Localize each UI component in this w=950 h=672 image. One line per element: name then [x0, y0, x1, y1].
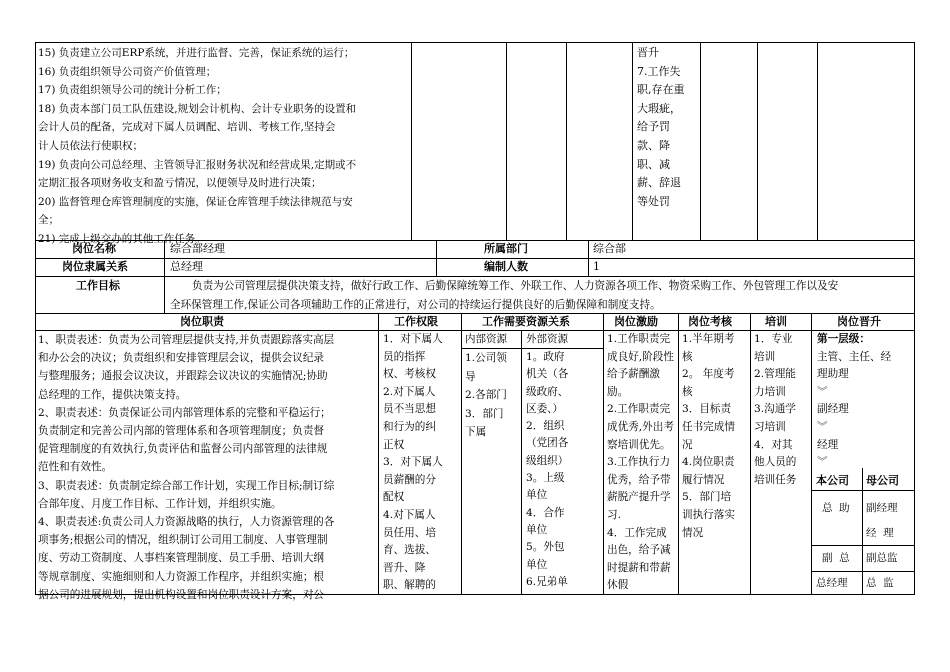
header-authority: 工作权限 — [394, 315, 438, 328]
text-line: 1．对下属人 — [383, 333, 443, 345]
promotion-level-1: 第一层级： — [817, 333, 870, 345]
text-line: 晋升 — [637, 46, 659, 59]
text-line: 习. — [607, 508, 621, 521]
headcount-value: 1 — [593, 260, 600, 273]
text-line: 与整理服务；通报会议决议，并跟踪会议决议的实施情况;协助 — [38, 370, 328, 383]
text-line: 4、职责表述:负责公司人力资源战略的执行，人力资源管理的各 — [38, 516, 335, 529]
text-line: 单位 — [526, 523, 548, 536]
text-line: （党团各 — [526, 437, 569, 450]
text-line: 6.兄弟单 — [526, 575, 568, 588]
text-line: 据公司的进展规划，提出机构设置和岗位职责设计方案，对公 — [38, 588, 325, 601]
text-line: 机关（各 — [526, 368, 569, 381]
text-line: 负责为公司管理层提供决策支持，做好行政工作、后勤保障统筹工作、外联工作、人力资源各项工作、物资采购工作、外包管理工作以及安 — [192, 280, 839, 292]
text-line: 款、降 — [637, 138, 670, 152]
text-line: 核 — [682, 350, 693, 363]
text-line: 优秀，给予带 — [607, 473, 671, 486]
text-line: 3.工作执行力 — [607, 456, 671, 469]
text-line: 3．部门 — [465, 407, 504, 420]
list-item: 19) 负责向公司总经理、主管领导汇报财务状况和经营成果,定期或不 — [38, 158, 357, 171]
text-line: 3。上级 — [526, 472, 565, 485]
text-line: 培训 — [754, 350, 776, 363]
text-line: 范性和有效性。 — [38, 461, 113, 474]
text-line: 员的指挥 — [383, 350, 426, 363]
promotion-step: 副经理 — [817, 403, 849, 416]
report-label: 岗位隶属关系 — [62, 260, 128, 273]
text-line: 4.对下属人 — [383, 508, 436, 521]
text-line: 4．工作完成 — [607, 526, 667, 539]
subheader-external: 外部资源 — [526, 333, 568, 345]
header-resources: 工作需要资源关系 — [482, 315, 570, 328]
header-incentive: 岗位激励 — [614, 315, 658, 328]
text-line: 任书完成情 — [682, 420, 735, 433]
dept-value: 综合部 — [593, 242, 626, 255]
authority-cell — [383, 331, 443, 595]
text-line: 单位 — [526, 558, 548, 571]
text-line: 1。政府 — [526, 351, 565, 363]
text-line: 配权 — [383, 491, 405, 504]
text-line: 察培训优先。 — [607, 438, 671, 451]
text-line: 成良好,阶段性 — [607, 350, 674, 363]
text-line: 核 — [682, 385, 693, 398]
list-item: 17) 负责组织领导公司的统计分析工作； — [38, 84, 227, 97]
goal-text — [170, 277, 838, 314]
header-promotion: 岗位晋升 — [837, 315, 881, 328]
text-line: 职、解聘的 — [383, 579, 436, 592]
list-item: 会计人员的配备，完成对下属人员调配、培训、考核工作,坚持会 — [38, 121, 336, 134]
text-line: 3、职责表述：负责制定综合部工作计划，实现工作目标;制订综 — [38, 479, 335, 492]
promotion-row: 总经理 — [816, 577, 848, 589]
list-item: 15) 负责建立公司ERP系统，并进行监督、完善，保证系统的运行； — [38, 47, 355, 59]
text-line: 区委、） — [526, 402, 564, 415]
list-item: 16) 负责组织领导公司资产价值管理； — [38, 65, 217, 78]
text-line: 2.工作职责完 — [607, 403, 671, 416]
text-line: 晋升、降 — [383, 561, 426, 574]
text-line: 1、职责表述：负责为公司管理层提供支持,并负责跟踪落实高层 — [38, 334, 335, 346]
promotion-row: 总 助 — [822, 502, 850, 514]
text-line: 出色，给予减 — [607, 544, 671, 557]
text-line: 2.各部门 — [465, 389, 507, 402]
text-line: 级政府、 — [526, 385, 569, 398]
text-line: 和行为的纠 — [383, 420, 436, 433]
promotion-row: 经 理 — [866, 527, 894, 539]
text-line: 薪、辞退 — [637, 176, 681, 190]
header-training: 培训 — [765, 315, 787, 328]
text-line: 权、考核权 — [383, 368, 436, 381]
text-line: 给予罚 — [637, 120, 670, 134]
text-line: 况 — [682, 438, 693, 451]
report-value: 总经理 — [170, 260, 203, 273]
internal-resources-cell — [465, 349, 507, 442]
text-line: 时提薪和带薪 — [607, 561, 671, 574]
duties-cell — [38, 331, 334, 604]
promotion-row: 副总监 — [866, 552, 898, 564]
top-duties-list — [38, 44, 356, 249]
incentive-cell — [607, 331, 674, 595]
text-line: 员任用、培 — [383, 526, 436, 539]
promotion-company-label: 本公司 — [816, 474, 849, 487]
text-line: 履行情况 — [682, 473, 725, 486]
text-line: 励。 — [607, 385, 629, 398]
list-item: 21) 完成上级交办的其他工作任务。 — [38, 232, 206, 245]
goal-label: 工作目标 — [76, 279, 120, 292]
text-line: 成优秀,外出考 — [607, 420, 674, 433]
text-line: 5．部门培 — [682, 491, 732, 504]
text-line: 和办公会的决议；负责组织和安排管理层会议，提供会议纪录 — [38, 352, 325, 365]
text-line: 总经理的工作，提供决策支持。 — [38, 388, 187, 401]
text-line: 大瑕疵， — [637, 101, 681, 115]
text-line: 训执行落实 — [682, 508, 735, 521]
text-line: 4．合作 — [526, 506, 565, 519]
text-line: 1.半年期考 — [682, 333, 735, 345]
text-line: 单位 — [526, 489, 548, 502]
text-line: 3.沟通学 — [754, 403, 796, 416]
text-line: 2。 年度考 — [682, 368, 735, 381]
text-line: 下属 — [465, 426, 487, 439]
text-line: 4．对其 — [754, 438, 793, 451]
promotion-path — [817, 331, 891, 472]
text-line: 职、减 — [637, 157, 670, 171]
list-item: 20) 监督管理仓库管理制度的实施，保证仓库管理手续法律规范与安 — [38, 195, 353, 208]
text-line: 2、职责表述：负责保证公司内部管理体系的完整和平稳运行； — [38, 406, 331, 419]
assessment-cell — [682, 331, 735, 542]
text-line: 项事务;根据公司的情况，组织制订公司用工制度、人事管理制 — [38, 534, 328, 547]
text-line: 正权 — [383, 438, 405, 451]
text-line: 主管、主任、经 — [817, 350, 892, 363]
text-line: 级组织） — [526, 454, 569, 467]
text-line: 度、劳动工资制度、人事档案管理制度、员工手册、培训大纲 — [38, 552, 325, 565]
header-duties: 岗位职责 — [180, 315, 224, 328]
top-incentive-cell — [637, 44, 685, 211]
arrow-down-icon: ︾ — [817, 456, 828, 469]
post-name-value: 综合部经理 — [170, 242, 225, 255]
text-line: 促管理制度的有效执行,负责评估和监督公司内部管理的法律规 — [38, 443, 328, 456]
text-line: 5。外包 — [526, 541, 565, 554]
promotion-row: 总 监 — [866, 577, 894, 589]
text-line: 负责制定和完善公司内部的管理体系和各项管理制度；负责督 — [38, 425, 325, 438]
text-line: 4.岗位职责 — [682, 456, 735, 469]
text-line: 情况 — [682, 526, 704, 539]
text-line: 1.公司领 — [465, 352, 507, 364]
text-line: 3．对下属人 — [383, 456, 443, 469]
subheader-internal: 内部资源 — [465, 333, 507, 345]
promotion-row: 副经理 — [866, 502, 898, 514]
text-line: 理助理 — [817, 368, 849, 381]
text-line: 1．专业 — [754, 333, 793, 345]
text-line: 1.工作职责完 — [607, 333, 671, 345]
promotion-row: 副 总 — [822, 552, 850, 564]
text-line: 等规章制度、实施细则和人力资源工作程序，并组织实施；根 — [38, 570, 325, 583]
text-line: 2.管理能 — [754, 368, 796, 381]
list-item: 18) 负责本部门员工队伍建设,规划会计机构、会计专业职务的设置和 — [38, 102, 357, 115]
text-line: 员薪酬的分 — [383, 473, 436, 486]
text-line: 2．组织 — [526, 420, 565, 433]
list-item: 定期汇报各项财务收支和盈亏情况，以便领导及时进行决策； — [38, 177, 322, 190]
text-line: 职,存在重 — [637, 83, 685, 97]
text-line: 力培训 — [754, 385, 786, 398]
text-line: 导 — [465, 370, 476, 383]
training-cell — [754, 331, 796, 489]
text-line: 薪脱产提升学 — [607, 491, 671, 504]
text-line: 休假 — [607, 579, 629, 592]
text-line: 合部年度、月度工作目标、工作计划，并组织实施。 — [38, 497, 282, 510]
list-item: 全； — [38, 214, 59, 227]
text-line: 习培训 — [754, 420, 786, 433]
external-resources-cell — [526, 349, 568, 591]
text-line: 他人员的 — [754, 456, 797, 469]
header-assessment: 岗位考核 — [688, 315, 732, 328]
text-line: 等处罚 — [637, 194, 670, 208]
text-line: 育、选拔、 — [383, 544, 436, 557]
promotion-step: 经理 — [817, 438, 839, 451]
list-item: 计人员依法行使职权； — [38, 139, 143, 152]
text-line: 培训任务 — [754, 473, 797, 486]
headcount-label: 编制人数 — [484, 260, 528, 273]
text-line: 全环保管理工作,保证公司各项辅助工作的正常进行，对公司的持续运行提供良好的后勤保障和制度支持。 — [170, 298, 661, 311]
text-line: 给予薪酬激 — [607, 368, 660, 381]
dept-label: 所属部门 — [484, 242, 528, 255]
arrow-down-icon: ︾ — [817, 385, 828, 398]
promotion-parent-label: 母公司 — [866, 474, 899, 487]
text-line: 3．目标责 — [682, 403, 732, 416]
text-line: 员不当思想 — [383, 403, 436, 416]
text-line: 7.工作失 — [637, 64, 681, 78]
arrow-down-icon: ︾ — [817, 420, 828, 433]
post-name-label: 岗位名称 — [72, 242, 116, 255]
text-line: 2.对下属人 — [383, 385, 436, 398]
